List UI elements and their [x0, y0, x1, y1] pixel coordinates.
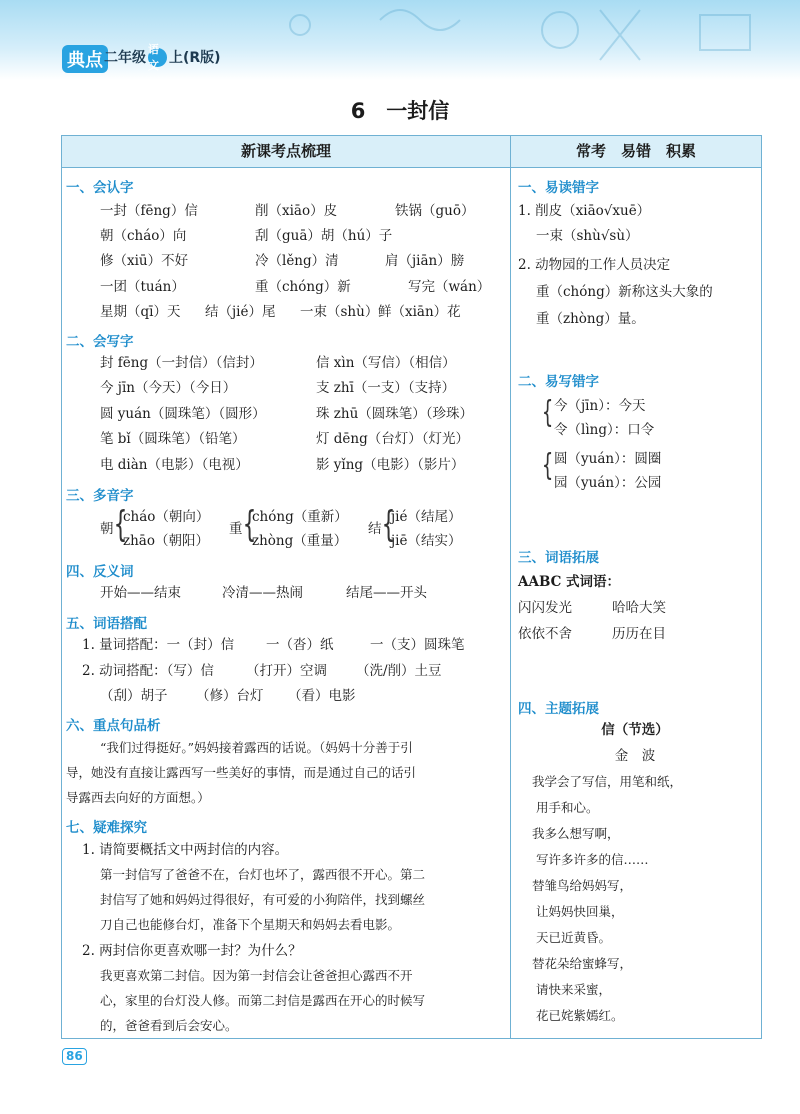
misread-item: 重（chóng）新称这头大象的	[536, 284, 713, 300]
char-item: 信 xìn（写信）（相信）	[316, 355, 456, 371]
lesson-title: 6 一封信	[350, 99, 450, 123]
brace-icon: {	[381, 504, 396, 545]
polyphone-char: 朝	[100, 521, 114, 537]
section-heading: 一、易读错字	[518, 180, 599, 196]
right-column-header: 常考 易错 积累	[511, 136, 761, 167]
grade-label: 二年级	[104, 50, 146, 66]
char-item: 笔 bǐ（圆珠笔）（铅笔）	[100, 431, 246, 447]
analysis-line: 导露西去向好的方面想。）	[66, 790, 210, 805]
poem-line: 我多么想写啊，	[532, 826, 620, 841]
antonym-pair: 冷清——热闹	[222, 585, 303, 601]
char-item: 珠 zhū（圆珠笔）（珍珠）	[316, 406, 474, 422]
word-item: 结（jié）尾	[205, 304, 276, 320]
polyphone-reading: zhāo（朝阳）	[123, 533, 209, 549]
brace-icon: {	[242, 504, 257, 545]
answer-line: 的，爸爸看到后会安心。	[100, 1018, 238, 1033]
word-item: 星期（qī）天	[100, 304, 181, 320]
word-item: 一束（shù）	[300, 304, 379, 320]
misread-item: 2. 动物园的工作人员决定	[518, 257, 671, 273]
question: 1. 请简要概括文中两封信的内容。	[82, 842, 289, 858]
brand-logo: 典点	[62, 45, 108, 73]
section-heading: 一、会认字	[66, 180, 134, 196]
volume-label: 上(R版)	[169, 50, 221, 66]
word-item: 肩（jiān）膀	[385, 253, 465, 269]
char-item: 圆 yuán（圆珠笔）（圆形）	[100, 406, 266, 422]
word-item: 重（chóng）新	[255, 279, 351, 295]
char-item: 支 zhī（一支）（支持）	[316, 380, 456, 396]
section-heading: 二、易写错字	[518, 374, 599, 390]
question: 2. 两封信你更喜欢哪一封？为什么？	[82, 943, 302, 959]
char-item: 影 yǐng（电影）（影片）	[316, 457, 465, 473]
poem-line: 天已近黄昏。	[536, 930, 612, 945]
polyphone-reading: chóng（重新）	[252, 509, 348, 525]
poem-line: 让妈妈快回巢，	[536, 904, 624, 919]
header-divider	[62, 167, 761, 168]
word-pattern-label: AABC 式词语：	[518, 574, 621, 590]
answer-line: 封信写了她和妈妈过得很好，有可爱的小狗陪伴，找到螺丝	[100, 892, 426, 907]
word-item: 一团（tuán）	[100, 279, 185, 295]
phrase-item: 闪闪发光	[518, 600, 572, 616]
word-item: 鲜（xiān）花	[378, 304, 461, 320]
antonym-pair: 开始——结束	[100, 585, 181, 601]
column-divider	[510, 136, 511, 1038]
phrase-item: 历历在目	[612, 626, 666, 642]
polyphone-reading: cháo（朝向）	[123, 509, 210, 525]
polyphone-reading: jiē（结实）	[391, 533, 462, 549]
poem-line: 花已姹紫嫣红。	[536, 1008, 624, 1023]
poem-author: 金 波	[614, 748, 656, 764]
miswrite-item: 圆（yuán）：圆圈	[554, 451, 662, 467]
word-item: 写完（wán）	[408, 279, 491, 295]
collocation-item: （刮）胡子	[100, 688, 168, 704]
section-heading: 五、词语搭配	[66, 616, 147, 632]
miswrite-item: 园（yuán）：公园	[554, 475, 662, 491]
section-heading: 二、会写字	[66, 334, 134, 350]
char-item: 封 fēng（一封信）（信封）	[100, 355, 263, 371]
collocation-item: （看）电影	[288, 688, 356, 704]
polyphone-reading: jié（结尾）	[391, 509, 462, 525]
answer-line: 我更喜欢第二封信。因为第一封信会让爸爸担心露西不开	[100, 968, 413, 983]
word-item: 一封（fēng）信	[100, 203, 198, 219]
collocation-item: 2. 动词搭配：（写）信	[82, 663, 214, 679]
polyphone-reading: zhòng（重量）	[252, 533, 348, 549]
collocation-item: （修）台灯	[196, 688, 264, 704]
section-heading: 三、多音字	[66, 488, 134, 504]
poem-line: 请快来采蜜，	[536, 982, 612, 997]
word-item: 铁锅（guō）	[395, 203, 475, 219]
miswrite-item: 今（jīn）：今天	[554, 398, 646, 414]
collocation-item: （打开）空调	[246, 663, 327, 679]
phrase-item: 依依不舍	[518, 626, 572, 642]
word-item: 削（xiāo）皮	[255, 203, 338, 219]
collocation-item: （洗/削）土豆	[356, 663, 442, 679]
antonym-pair: 结尾——开头	[346, 585, 427, 601]
section-heading: 六、重点句品析	[66, 718, 161, 734]
analysis-line: 导，她没有直接让露西写一些美好的事情，而是通过自己的话引	[66, 765, 417, 780]
poem-title: 信（节选）	[601, 722, 669, 738]
poem-line: 写许多许多的信……	[536, 852, 649, 867]
answer-line: 心，家里的台灯没人修。而第二封信是露西在开心的时候写	[100, 993, 426, 1008]
analysis-line: “我们过得挺好。”妈妈接着露西的话说。（妈妈十分善于引	[100, 740, 413, 755]
char-item: 灯 dēng（台灯）（灯光）	[316, 431, 470, 447]
collocation-item: 一（沓）纸	[266, 637, 334, 653]
section-heading: 四、主题拓展	[518, 701, 599, 717]
misread-item: 1. 削皮（xiāo√xuē）	[518, 203, 651, 219]
answer-line: 刀自己也能修台灯，准备下个星期天和妈妈去看电影。	[100, 917, 401, 932]
book-info	[104, 43, 221, 72]
subject-badge: 语文	[148, 48, 167, 67]
polyphone-char: 结	[368, 521, 382, 537]
misread-item: 重（zhòng）量。	[536, 311, 645, 327]
polyphone-char: 重	[229, 521, 243, 537]
word-item: 修（xiū）不好	[100, 253, 189, 269]
brace-icon: {	[541, 448, 554, 483]
word-item: 朝（cháo）向	[100, 228, 187, 244]
poem-line: 用手和心。	[536, 800, 599, 815]
char-item: 今 jīn（今天）（今日）	[100, 380, 237, 396]
section-heading: 七、疑难探究	[66, 820, 147, 836]
poem-line: 替雏鸟给妈妈写，	[532, 878, 633, 893]
miswrite-item: 令（lìng）：口令	[554, 422, 655, 438]
collocation-item: 1. 量词搭配：一（封）信	[82, 637, 235, 653]
poem-line: 我学会了写信，用笔和纸，	[532, 774, 683, 789]
word-item: 刮（guā）胡（hú）子	[255, 228, 393, 244]
header-band	[0, 0, 800, 80]
word-item: 冷（lěng）清	[255, 253, 339, 269]
poem-line: 替花朵给蜜蜂写，	[532, 956, 633, 971]
left-column-header: 新课考点梳理	[62, 136, 510, 167]
section-heading: 四、反义词	[66, 564, 134, 580]
char-item: 电 diàn（电影）（电视）	[100, 457, 249, 473]
science-doodle-icon	[0, 0, 800, 80]
phrase-item: 哈哈大笑	[612, 600, 666, 616]
answer-line: 第一封信写了爸爸不在，台灯也坏了，露西很不开心。第二	[100, 867, 426, 882]
page-number: 86	[62, 1048, 87, 1065]
misread-item: 一束（shù√sù）	[536, 228, 639, 244]
collocation-item: 一（支）圆珠笔	[370, 637, 465, 653]
brace-icon: {	[113, 504, 128, 545]
section-heading: 三、词语拓展	[518, 550, 599, 566]
brace-icon: {	[541, 395, 554, 430]
